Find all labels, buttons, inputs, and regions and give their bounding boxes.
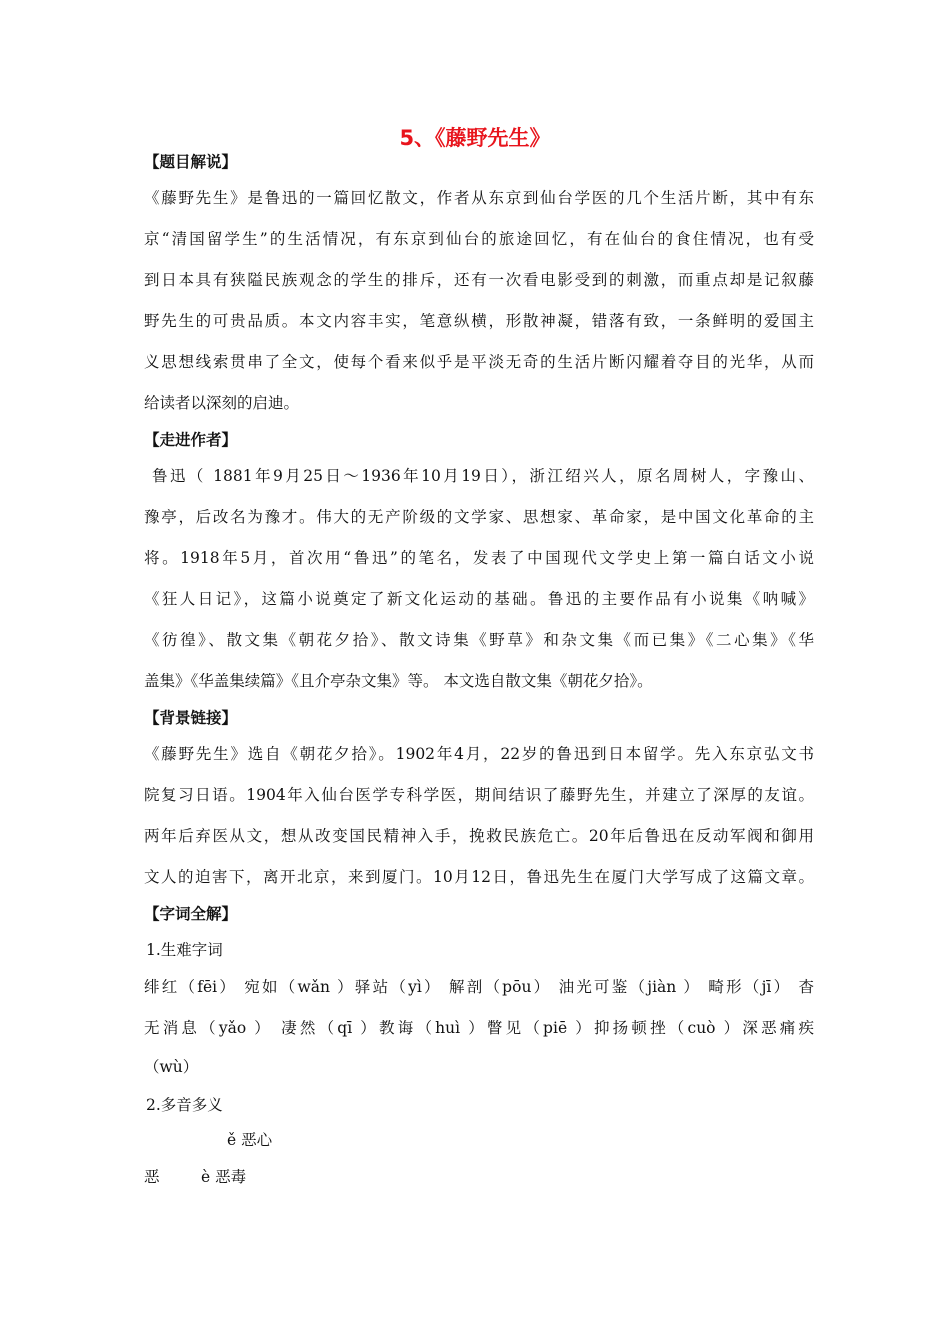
paragraph-line: 文人的迫害下，离开北京，来到厦门。10月12日，鲁迅先生在厦门大学写成了这篇文章。 (144, 868, 814, 886)
polyphonic-reading-2: è 恶毒 (201, 1168, 247, 1186)
paragraph-line: 《狂人日记》，这篇小说奠定了新文化运动的基础。鲁迅的主要作品有小说集《呐喊》 (144, 590, 814, 608)
paragraph-line: 给读者以深刻的启迪。 (144, 394, 300, 412)
polyphonic-reading-1: ě 恶心 (227, 1131, 273, 1149)
section-heading-about-author: 【走进作者】 (144, 430, 238, 449)
subheading-difficult-words: 1.生难字词 (146, 941, 223, 959)
vocab-line: （wù） (144, 1058, 199, 1076)
paragraph-line: 豫亭，后改名为豫才。伟大的无产阶级的文学家、思想家、革命家，是中国文化革命的主 (144, 508, 814, 526)
section-heading-background: 【背景链接】 (144, 708, 238, 727)
paragraph-line: 到日本具有狭隘民族观念的学生的排斥，还有一次看电影受到的刺激，而重点却是记叙藤 (144, 271, 814, 289)
paragraph-line: 《藤野先生》是鲁迅的一篇回忆散文，作者从东京到仙台学医的几个生活片断，其中有东 (144, 189, 814, 207)
section-heading-vocabulary: 【字词全解】 (144, 904, 238, 923)
page-title: 5、《藤野先生》 (399, 126, 551, 150)
paragraph-line: 义思想线索贯串了全文，使每个看来似乎是平淡无奇的生活片断闪耀着夺目的光华，从而 (144, 353, 814, 371)
paragraph-line: 野先生的可贵品质。本文内容丰实，笔意纵横，形散神凝，错落有致，一条鲜明的爱国主 (144, 312, 814, 330)
paragraph-line: 京“清国留学生”的生活情况，有东京到仙台的旅途回忆，有在仙台的食住情况，也有受 (144, 230, 814, 248)
polyphonic-character: 恶 (144, 1168, 160, 1186)
paragraph-line: 将。1918年5月，首次用“鲁迅”的笔名，发表了中国现代文学史上第一篇白话文小说 (144, 549, 814, 567)
section-heading-title-explanation: 【题目解说】 (144, 152, 238, 171)
paragraph-line: 鲁迅（ 1881年9月25日～1936年10月19日），浙江绍兴人，原名周树人，字豫山、 (152, 467, 814, 485)
paragraph-line: 《彷徨》、散文集《朝花夕拾》、散文诗集《野草》和杂文集《而已集》《二心集》《华 (144, 631, 814, 649)
vocab-line: 无消息（yǎo ） 凄然（qī ）教诲（huì ）瞥见（piē ）抑扬顿挫（cuò ）深恶痛疾 (144, 1019, 814, 1037)
paragraph-line: 院复习日语。1904年入仙台医学专科学医，期间结识了藤野先生，并建立了深厚的友谊。 (144, 786, 814, 804)
vocab-line: 绯红（fēi） 宛如（wǎn ）驿站（yì） 解剖（pōu） 油光可鉴（jiàn ） 畸形（jī） 杳 (144, 978, 814, 996)
paragraph-line: 《藤野先生》选自《朝花夕拾》。1902年4月，22岁的鲁迅到日本留学。先入东京弘文书 (144, 745, 814, 763)
paragraph-line: 盖集》《华盖集续篇》《且介亭杂文集》等。 本文选自散文集《朝花夕拾》。 (144, 672, 653, 690)
paragraph-line: 两年后弃医从文，想从改变国民精神入手，挽救民族危亡。20年后鲁迅在反动军阀和御用 (144, 827, 814, 845)
subheading-polyphonic: 2.多音多义 (146, 1096, 223, 1114)
